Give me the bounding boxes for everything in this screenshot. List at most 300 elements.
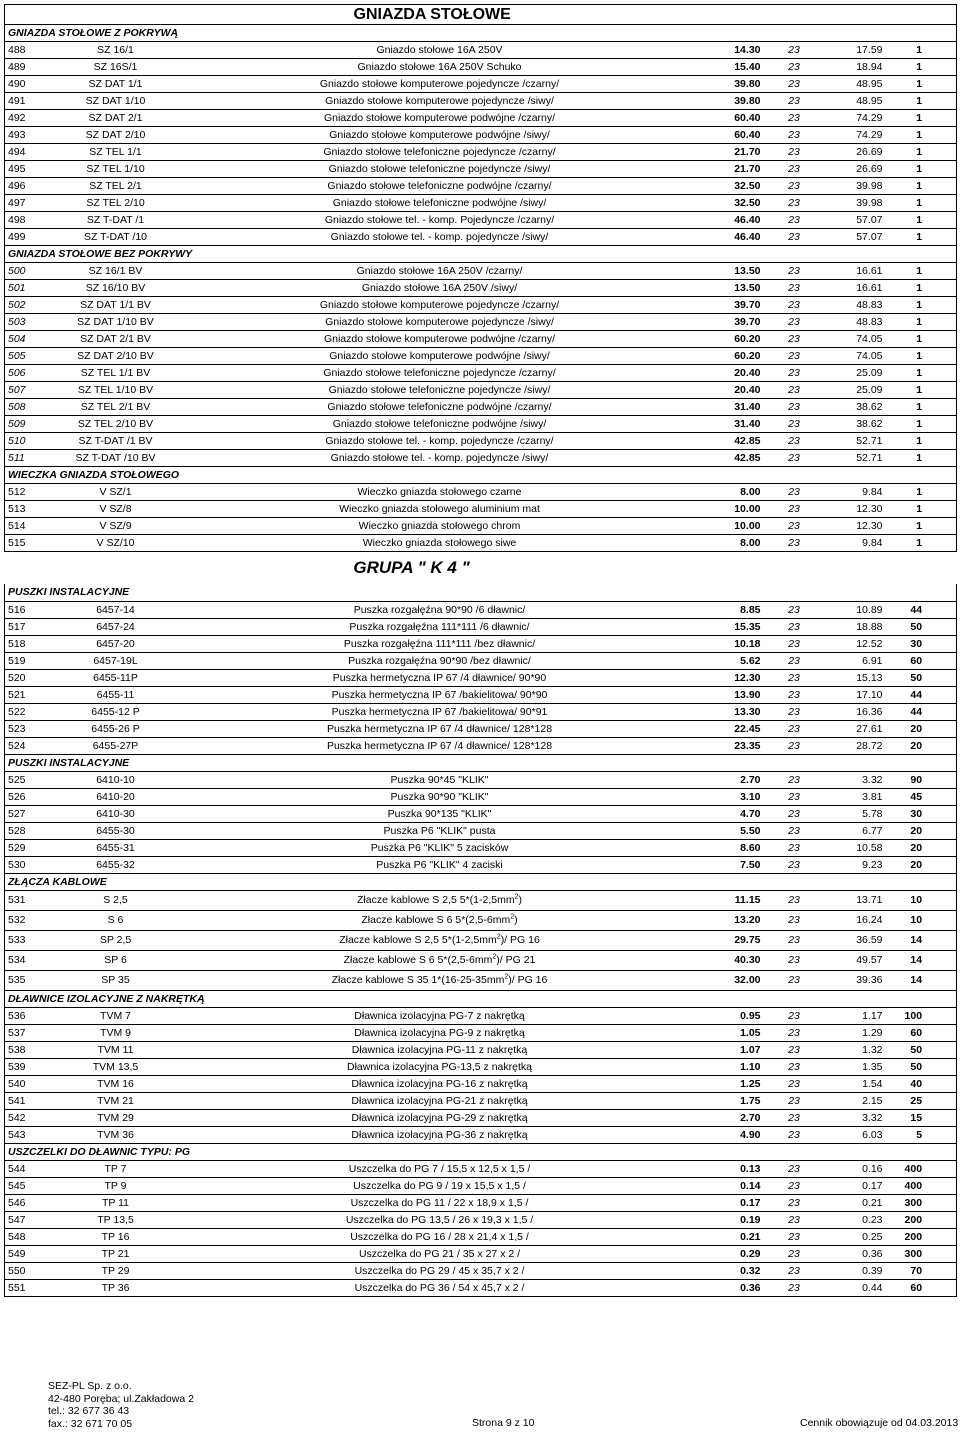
gross-price: 39.98 xyxy=(822,195,889,212)
net-price: 5.50 xyxy=(691,822,767,839)
table-row xyxy=(5,484,957,501)
gross-price: 18.94 xyxy=(822,59,889,76)
vat-rate: 23 xyxy=(767,110,822,127)
product-name xyxy=(189,59,691,76)
net-price: 0.32 xyxy=(691,1262,767,1279)
catalog-code: SZ 16/1 xyxy=(43,42,189,59)
vat-rate: 23 xyxy=(767,161,822,178)
vat-rate: 23 xyxy=(767,229,822,246)
catalog-code: SZ TEL 1/10 xyxy=(43,161,189,178)
table-row xyxy=(5,1041,957,1058)
table-row xyxy=(5,822,957,839)
gross-price: 13.71 xyxy=(822,890,889,910)
row-number: 531 xyxy=(5,890,43,910)
row-number: 503 xyxy=(5,314,43,331)
product-name-text: Dławnica izolacyjna PG-36 z nakrętką xyxy=(351,1128,528,1141)
product-name-text: Uszczelka do PG 21 / 35 x 27 x 2 / xyxy=(358,1247,521,1260)
product-name-text: Puszka hermetyczna IP 67 /4 dławnice/ 90*90 xyxy=(332,671,547,684)
product-name xyxy=(189,76,691,93)
section-title: GNIAZDA STOŁOWE BEZ POKRYWY xyxy=(5,246,691,263)
table-row xyxy=(5,771,957,788)
product-name xyxy=(189,229,691,246)
company-phone: tel.: 32 677 36 43 xyxy=(48,1405,130,1417)
price-list-sheet xyxy=(4,4,956,1297)
product-name-text: Dławnica izolacyjna PG-13,5 z nakrętką xyxy=(346,1060,532,1073)
product-name-text: Dławnica izolacyjna PG-9 z nakrętką xyxy=(354,1026,525,1039)
row-number: 491 xyxy=(5,93,43,110)
product-name xyxy=(189,1194,691,1211)
vat-rate: 23 xyxy=(767,76,822,93)
product-name-text: Gniazdo stołowe 16A 250V /czarny/ xyxy=(356,265,523,277)
product-name xyxy=(189,263,691,280)
net-price: 2.70 xyxy=(691,1109,767,1126)
product-name-text: Uszczelka do PG 29 / 45 x 35,7 x 2 / xyxy=(354,1264,525,1277)
product-name xyxy=(189,1058,691,1075)
gross-price: 12.30 xyxy=(822,518,889,535)
vat-rate: 23 xyxy=(767,1092,822,1109)
gross-price: 28.72 xyxy=(822,737,889,754)
table-row xyxy=(5,59,957,76)
company-address: 42-480 Poręba; ul.Zakładowa 2 xyxy=(48,1392,194,1405)
row-number: 546 xyxy=(5,1194,43,1211)
gross-price: 48.83 xyxy=(822,297,889,314)
row-number: 489 xyxy=(5,59,43,76)
table-row xyxy=(5,348,957,365)
product-name xyxy=(189,737,691,754)
gross-price: 1.32 xyxy=(822,1041,889,1058)
vat-rate: 23 xyxy=(767,703,822,720)
gross-price: 48.95 xyxy=(822,93,889,110)
gross-price: 10.58 xyxy=(822,839,889,856)
row-number: 517 xyxy=(5,618,43,635)
package-qty: 30 xyxy=(889,805,957,822)
net-price: 1.25 xyxy=(691,1075,767,1092)
catalog-code: 6410-10 xyxy=(43,771,189,788)
gross-price: 0.16 xyxy=(822,1160,889,1177)
table-row xyxy=(5,144,957,161)
package-qty: 30 xyxy=(889,635,957,652)
net-price: 20.40 xyxy=(691,365,767,382)
gross-price: 26.69 xyxy=(822,161,889,178)
net-price: 32.00 xyxy=(691,970,767,990)
product-name xyxy=(189,161,691,178)
vat-rate: 23 xyxy=(767,501,822,518)
catalog-code: TP 7 xyxy=(43,1160,189,1177)
net-price: 1.05 xyxy=(691,1024,767,1041)
row-number: 492 xyxy=(5,110,43,127)
product-name xyxy=(189,856,691,873)
gross-price: 38.62 xyxy=(822,399,889,416)
package-qty: 14 xyxy=(889,930,957,950)
product-name xyxy=(189,822,691,839)
gross-price: 74.05 xyxy=(822,331,889,348)
vat-rate: 23 xyxy=(767,144,822,161)
product-name xyxy=(189,314,691,331)
gross-price: 16.24 xyxy=(822,910,889,930)
page-number: Strona 9 z 10 xyxy=(472,1417,535,1429)
table-row xyxy=(5,501,957,518)
catalog-code: SZ TEL 2/10 xyxy=(43,195,189,212)
product-name-text: Uszczelka do PG 7 / 15,5 x 12,5 x 1,5 / xyxy=(348,1162,531,1175)
vat-rate: 23 xyxy=(767,1245,822,1262)
catalog-code: S 2,5 xyxy=(43,890,189,910)
catalog-code: TP 16 xyxy=(43,1228,189,1245)
product-name xyxy=(189,720,691,737)
catalog-code: TVM 7 xyxy=(43,1007,189,1024)
gross-price: 17.59 xyxy=(822,42,889,59)
package-qty: 200 xyxy=(889,1228,957,1245)
gross-price: 39.36 xyxy=(822,970,889,990)
package-qty: 50 xyxy=(889,618,957,635)
vat-rate: 23 xyxy=(767,195,822,212)
catalog-code: 6410-20 xyxy=(43,788,189,805)
catalog-code: S 6 xyxy=(43,910,189,930)
product-name xyxy=(189,42,691,59)
product-name-text: Gniazdo stołowe telefoniczne pojedyncze /czarny/ xyxy=(323,367,556,379)
net-price: 0.95 xyxy=(691,1007,767,1024)
row-number: 521 xyxy=(5,686,43,703)
product-name-text: Puszka P6 "KLIK" 4 zaciski xyxy=(376,858,503,871)
catalog-code: 6455-27P xyxy=(43,737,189,754)
row-number: 499 xyxy=(5,229,43,246)
catalog-code: TVM 21 xyxy=(43,1092,189,1109)
gross-price: 6.91 xyxy=(822,652,889,669)
vat-rate: 23 xyxy=(767,601,822,618)
product-name-text: Puszka rozgałęźna 90*90 /6 dławnic/ xyxy=(353,603,526,616)
net-price: 1.10 xyxy=(691,1058,767,1075)
section-fill xyxy=(691,467,957,484)
catalog-code: TP 9 xyxy=(43,1177,189,1194)
product-name-text: Gniazdo stołowe tel. - komp. Pojedyncze /czarny/ xyxy=(324,214,555,226)
gross-price: 1.29 xyxy=(822,1024,889,1041)
table-row xyxy=(5,890,957,910)
product-name xyxy=(189,635,691,652)
package-qty: 25 xyxy=(889,1092,957,1109)
net-price: 0.14 xyxy=(691,1177,767,1194)
vat-rate: 23 xyxy=(767,1109,822,1126)
vat-rate: 23 xyxy=(767,1194,822,1211)
gross-price: 52.71 xyxy=(822,433,889,450)
table-row xyxy=(5,1092,957,1109)
net-price: 11.15 xyxy=(691,890,767,910)
product-name-suffix: )/ PG 16 xyxy=(508,974,548,986)
package-qty: 44 xyxy=(889,703,957,720)
table-row xyxy=(5,720,957,737)
net-price: 60.20 xyxy=(691,348,767,365)
product-name-text: Uszczelka do PG 36 / 54 x 45,7 x 2 / xyxy=(354,1281,525,1294)
package-qty: 1 xyxy=(889,76,957,93)
product-name-text: Gniazdo stołowe tel. - komp. pojedyncze /czarny/ xyxy=(325,435,554,447)
table-row xyxy=(5,161,957,178)
section-header xyxy=(5,25,957,42)
catalog-code: SZ TEL 1/1 xyxy=(43,144,189,161)
product-name xyxy=(189,212,691,229)
net-price: 0.13 xyxy=(691,1160,767,1177)
product-name xyxy=(189,1109,691,1126)
vat-rate: 23 xyxy=(767,93,822,110)
gross-price: 3.81 xyxy=(822,788,889,805)
vat-rate: 23 xyxy=(767,263,822,280)
row-number: 510 xyxy=(5,433,43,450)
package-qty: 1 xyxy=(889,484,957,501)
package-qty: 44 xyxy=(889,686,957,703)
gross-price: 18.88 xyxy=(822,618,889,635)
net-price: 42.85 xyxy=(691,433,767,450)
product-name-text: Złacze kablowe S 2,5 5*(1-2,5mm xyxy=(357,894,515,906)
gross-price: 74.29 xyxy=(822,110,889,127)
vat-rate: 23 xyxy=(767,1262,822,1279)
gross-price: 16.61 xyxy=(822,280,889,297)
package-qty: 14 xyxy=(889,970,957,990)
section-fill xyxy=(691,873,957,890)
vat-rate: 23 xyxy=(767,1007,822,1024)
package-qty: 300 xyxy=(889,1194,957,1211)
table-row xyxy=(5,930,957,950)
vat-rate: 23 xyxy=(767,1160,822,1177)
vat-rate: 23 xyxy=(767,618,822,635)
product-name xyxy=(189,501,691,518)
catalog-code: TVM 13,5 xyxy=(43,1058,189,1075)
row-number: 513 xyxy=(5,501,43,518)
catalog-code: TVM 11 xyxy=(43,1041,189,1058)
net-price: 4.90 xyxy=(691,1126,767,1143)
package-qty: 15 xyxy=(889,1109,957,1126)
package-qty: 1 xyxy=(889,348,957,365)
catalog-code: SZ DAT 2/10 BV xyxy=(43,348,189,365)
product-name-text: Gniazdo stołowe telefoniczne podwójne /czarny/ xyxy=(327,180,552,192)
product-name-suffix: ) xyxy=(514,914,518,926)
catalog-code: TVM 9 xyxy=(43,1024,189,1041)
gross-price: 57.07 xyxy=(822,229,889,246)
net-price: 46.40 xyxy=(691,229,767,246)
row-number: 534 xyxy=(5,950,43,970)
net-price: 39.80 xyxy=(691,93,767,110)
row-number: 515 xyxy=(5,535,43,552)
product-name-text: Gniazdo stołowe telefoniczne podwójne /siwy/ xyxy=(332,418,547,430)
gross-price: 3.32 xyxy=(822,1109,889,1126)
row-number: 540 xyxy=(5,1075,43,1092)
package-qty: 44 xyxy=(889,601,957,618)
table-row xyxy=(5,788,957,805)
vat-rate: 23 xyxy=(767,433,822,450)
table-row xyxy=(5,635,957,652)
row-number: 527 xyxy=(5,805,43,822)
catalog-code: SZ DAT 2/1 BV xyxy=(43,331,189,348)
catalog-code: 6457-24 xyxy=(43,618,189,635)
product-name xyxy=(189,280,691,297)
net-price: 1.07 xyxy=(691,1041,767,1058)
catalog-code: SZ DAT 1/10 BV xyxy=(43,314,189,331)
net-price: 39.70 xyxy=(691,297,767,314)
package-qty: 1 xyxy=(889,297,957,314)
row-number: 520 xyxy=(5,669,43,686)
product-name-text: Dławnica izolacyjna PG-21 z nakrętką xyxy=(351,1094,528,1107)
product-name xyxy=(189,890,691,910)
vat-rate: 23 xyxy=(767,382,822,399)
catalog-code: SZ TEL 2/10 BV xyxy=(43,416,189,433)
title-row xyxy=(5,5,957,25)
product-name xyxy=(189,618,691,635)
package-qty: 60 xyxy=(889,652,957,669)
net-price: 14.30 xyxy=(691,42,767,59)
product-name-text: Gniazdo stołowe tel. - komp. pojedyncze /siwy/ xyxy=(330,231,549,243)
vat-rate: 23 xyxy=(767,737,822,754)
gross-price: 0.17 xyxy=(822,1177,889,1194)
vat-rate: 23 xyxy=(767,720,822,737)
product-name-text: Złacze kablowe S 35 1*(16-25-35mm xyxy=(331,974,505,986)
net-price: 10.00 xyxy=(691,501,767,518)
table-row xyxy=(5,970,957,990)
company-info xyxy=(48,1380,194,1430)
vat-rate: 23 xyxy=(767,1177,822,1194)
table-row xyxy=(5,669,957,686)
table-row xyxy=(5,263,957,280)
catalog-code: 6455-31 xyxy=(43,839,189,856)
row-number: 519 xyxy=(5,652,43,669)
net-price: 39.80 xyxy=(691,76,767,93)
catalog-code: SP 6 xyxy=(43,950,189,970)
product-name xyxy=(189,433,691,450)
package-qty: 1 xyxy=(889,416,957,433)
table-row xyxy=(5,195,957,212)
price-table xyxy=(4,4,957,1297)
superscript: 2 xyxy=(496,933,501,941)
package-qty: 200 xyxy=(889,1211,957,1228)
row-number: 505 xyxy=(5,348,43,365)
product-name-text: Dławnica izolacyjna PG-7 z nakrętką xyxy=(354,1009,525,1022)
vat-rate: 23 xyxy=(767,365,822,382)
table-row xyxy=(5,601,957,618)
table-row xyxy=(5,1126,957,1143)
product-name-text: Gniazdo stołowe telefoniczne pojedyncze /siwy/ xyxy=(328,163,551,175)
table-row xyxy=(5,737,957,754)
vat-rate: 23 xyxy=(767,450,822,467)
catalog-code: 6457-19L xyxy=(43,652,189,669)
vat-rate: 23 xyxy=(767,839,822,856)
group-header xyxy=(5,552,957,585)
row-number: 541 xyxy=(5,1092,43,1109)
vat-rate: 23 xyxy=(767,1279,822,1296)
vat-rate: 23 xyxy=(767,178,822,195)
row-number: 506 xyxy=(5,365,43,382)
catalog-code: SZ T-DAT /10 xyxy=(43,229,189,246)
table-row xyxy=(5,1109,957,1126)
product-name xyxy=(189,1024,691,1041)
catalog-code: SZ 16S/1 xyxy=(43,59,189,76)
vat-rate: 23 xyxy=(767,686,822,703)
table-row xyxy=(5,110,957,127)
section-title: WIECZKA GNIAZDA STOŁOWEGO xyxy=(5,467,691,484)
row-number: 550 xyxy=(5,1262,43,1279)
net-price: 1.75 xyxy=(691,1092,767,1109)
catalog-code: 6410-30 xyxy=(43,805,189,822)
package-qty: 20 xyxy=(889,856,957,873)
row-number: 551 xyxy=(5,1279,43,1296)
package-qty: 20 xyxy=(889,839,957,856)
product-name-text: Gniazdo stołowe telefoniczne pojedyncze /czarny/ xyxy=(323,146,556,158)
product-name-text: Złacze kablowe S 6 5*(2,5-6mm xyxy=(343,954,493,966)
product-name xyxy=(189,1245,691,1262)
net-price: 46.40 xyxy=(691,212,767,229)
gross-price: 16.36 xyxy=(822,703,889,720)
company-fax: fax.: 32 671 70 05 xyxy=(48,1417,133,1430)
package-qty: 50 xyxy=(889,669,957,686)
catalog-code: SZ DAT 1/1 BV xyxy=(43,297,189,314)
table-row xyxy=(5,314,957,331)
net-price: 2.70 xyxy=(691,771,767,788)
product-name-text: Gniazdo stołowe komputerowe pojedyncze /czarny/ xyxy=(319,78,560,90)
product-name-text: Wieczko gniazda stołowego chrom xyxy=(358,520,521,532)
product-name xyxy=(189,1279,691,1296)
row-number: 500 xyxy=(5,263,43,280)
catalog-code: 6457-20 xyxy=(43,635,189,652)
net-price: 31.40 xyxy=(691,399,767,416)
gross-price: 0.39 xyxy=(822,1262,889,1279)
gross-price: 10.89 xyxy=(822,601,889,618)
vat-rate: 23 xyxy=(767,127,822,144)
package-qty: 400 xyxy=(889,1177,957,1194)
product-name xyxy=(189,93,691,110)
net-price: 29.75 xyxy=(691,930,767,950)
package-qty: 50 xyxy=(889,1041,957,1058)
product-name-text: Puszka hermetyczna IP 67 /4 dławnice/ 128*128 xyxy=(326,739,553,752)
row-number: 545 xyxy=(5,1177,43,1194)
product-name xyxy=(189,686,691,703)
row-number: 493 xyxy=(5,127,43,144)
package-qty: 1 xyxy=(889,535,957,552)
catalog-code: SZ DAT 1/10 xyxy=(43,93,189,110)
catalog-code: TP 11 xyxy=(43,1194,189,1211)
vat-rate: 23 xyxy=(767,348,822,365)
section-header xyxy=(5,990,957,1007)
catalog-code: 6457-14 xyxy=(43,601,189,618)
vat-rate: 23 xyxy=(767,1075,822,1092)
page-title: GNIAZDA STOŁOWE xyxy=(189,5,957,25)
net-price: 60.40 xyxy=(691,127,767,144)
product-name-text: Gniazdo stołowe telefoniczne podwójne /czarny/ xyxy=(327,401,552,413)
table-row xyxy=(5,1262,957,1279)
net-price: 5.62 xyxy=(691,652,767,669)
row-number: 512 xyxy=(5,484,43,501)
package-qty: 1 xyxy=(889,518,957,535)
package-qty: 300 xyxy=(889,1245,957,1262)
catalog-code: 6455-26 P xyxy=(43,720,189,737)
section-header xyxy=(5,584,957,601)
package-qty: 5 xyxy=(889,1126,957,1143)
catalog-code: V SZ/1 xyxy=(43,484,189,501)
table-row xyxy=(5,450,957,467)
net-price: 13.50 xyxy=(691,263,767,280)
net-price: 10.18 xyxy=(691,635,767,652)
package-qty: 20 xyxy=(889,822,957,839)
vat-rate: 23 xyxy=(767,970,822,990)
catalog-code: 6455-11 xyxy=(43,686,189,703)
package-qty: 20 xyxy=(889,720,957,737)
gross-price: 5.78 xyxy=(822,805,889,822)
product-name-text: Gniazdo stołowe telefoniczne pojedyncze /siwy/ xyxy=(328,384,551,396)
product-name xyxy=(189,178,691,195)
package-qty: 100 xyxy=(889,1007,957,1024)
package-qty: 45 xyxy=(889,788,957,805)
row-number: 504 xyxy=(5,331,43,348)
package-qty: 70 xyxy=(889,1262,957,1279)
product-name xyxy=(189,1007,691,1024)
product-name-text: Gniazdo stołowe tel. - komp. pojedyncze /siwy/ xyxy=(330,452,549,464)
product-name xyxy=(189,805,691,822)
table-row xyxy=(5,127,957,144)
package-qty: 20 xyxy=(889,737,957,754)
gross-price: 15.13 xyxy=(822,669,889,686)
